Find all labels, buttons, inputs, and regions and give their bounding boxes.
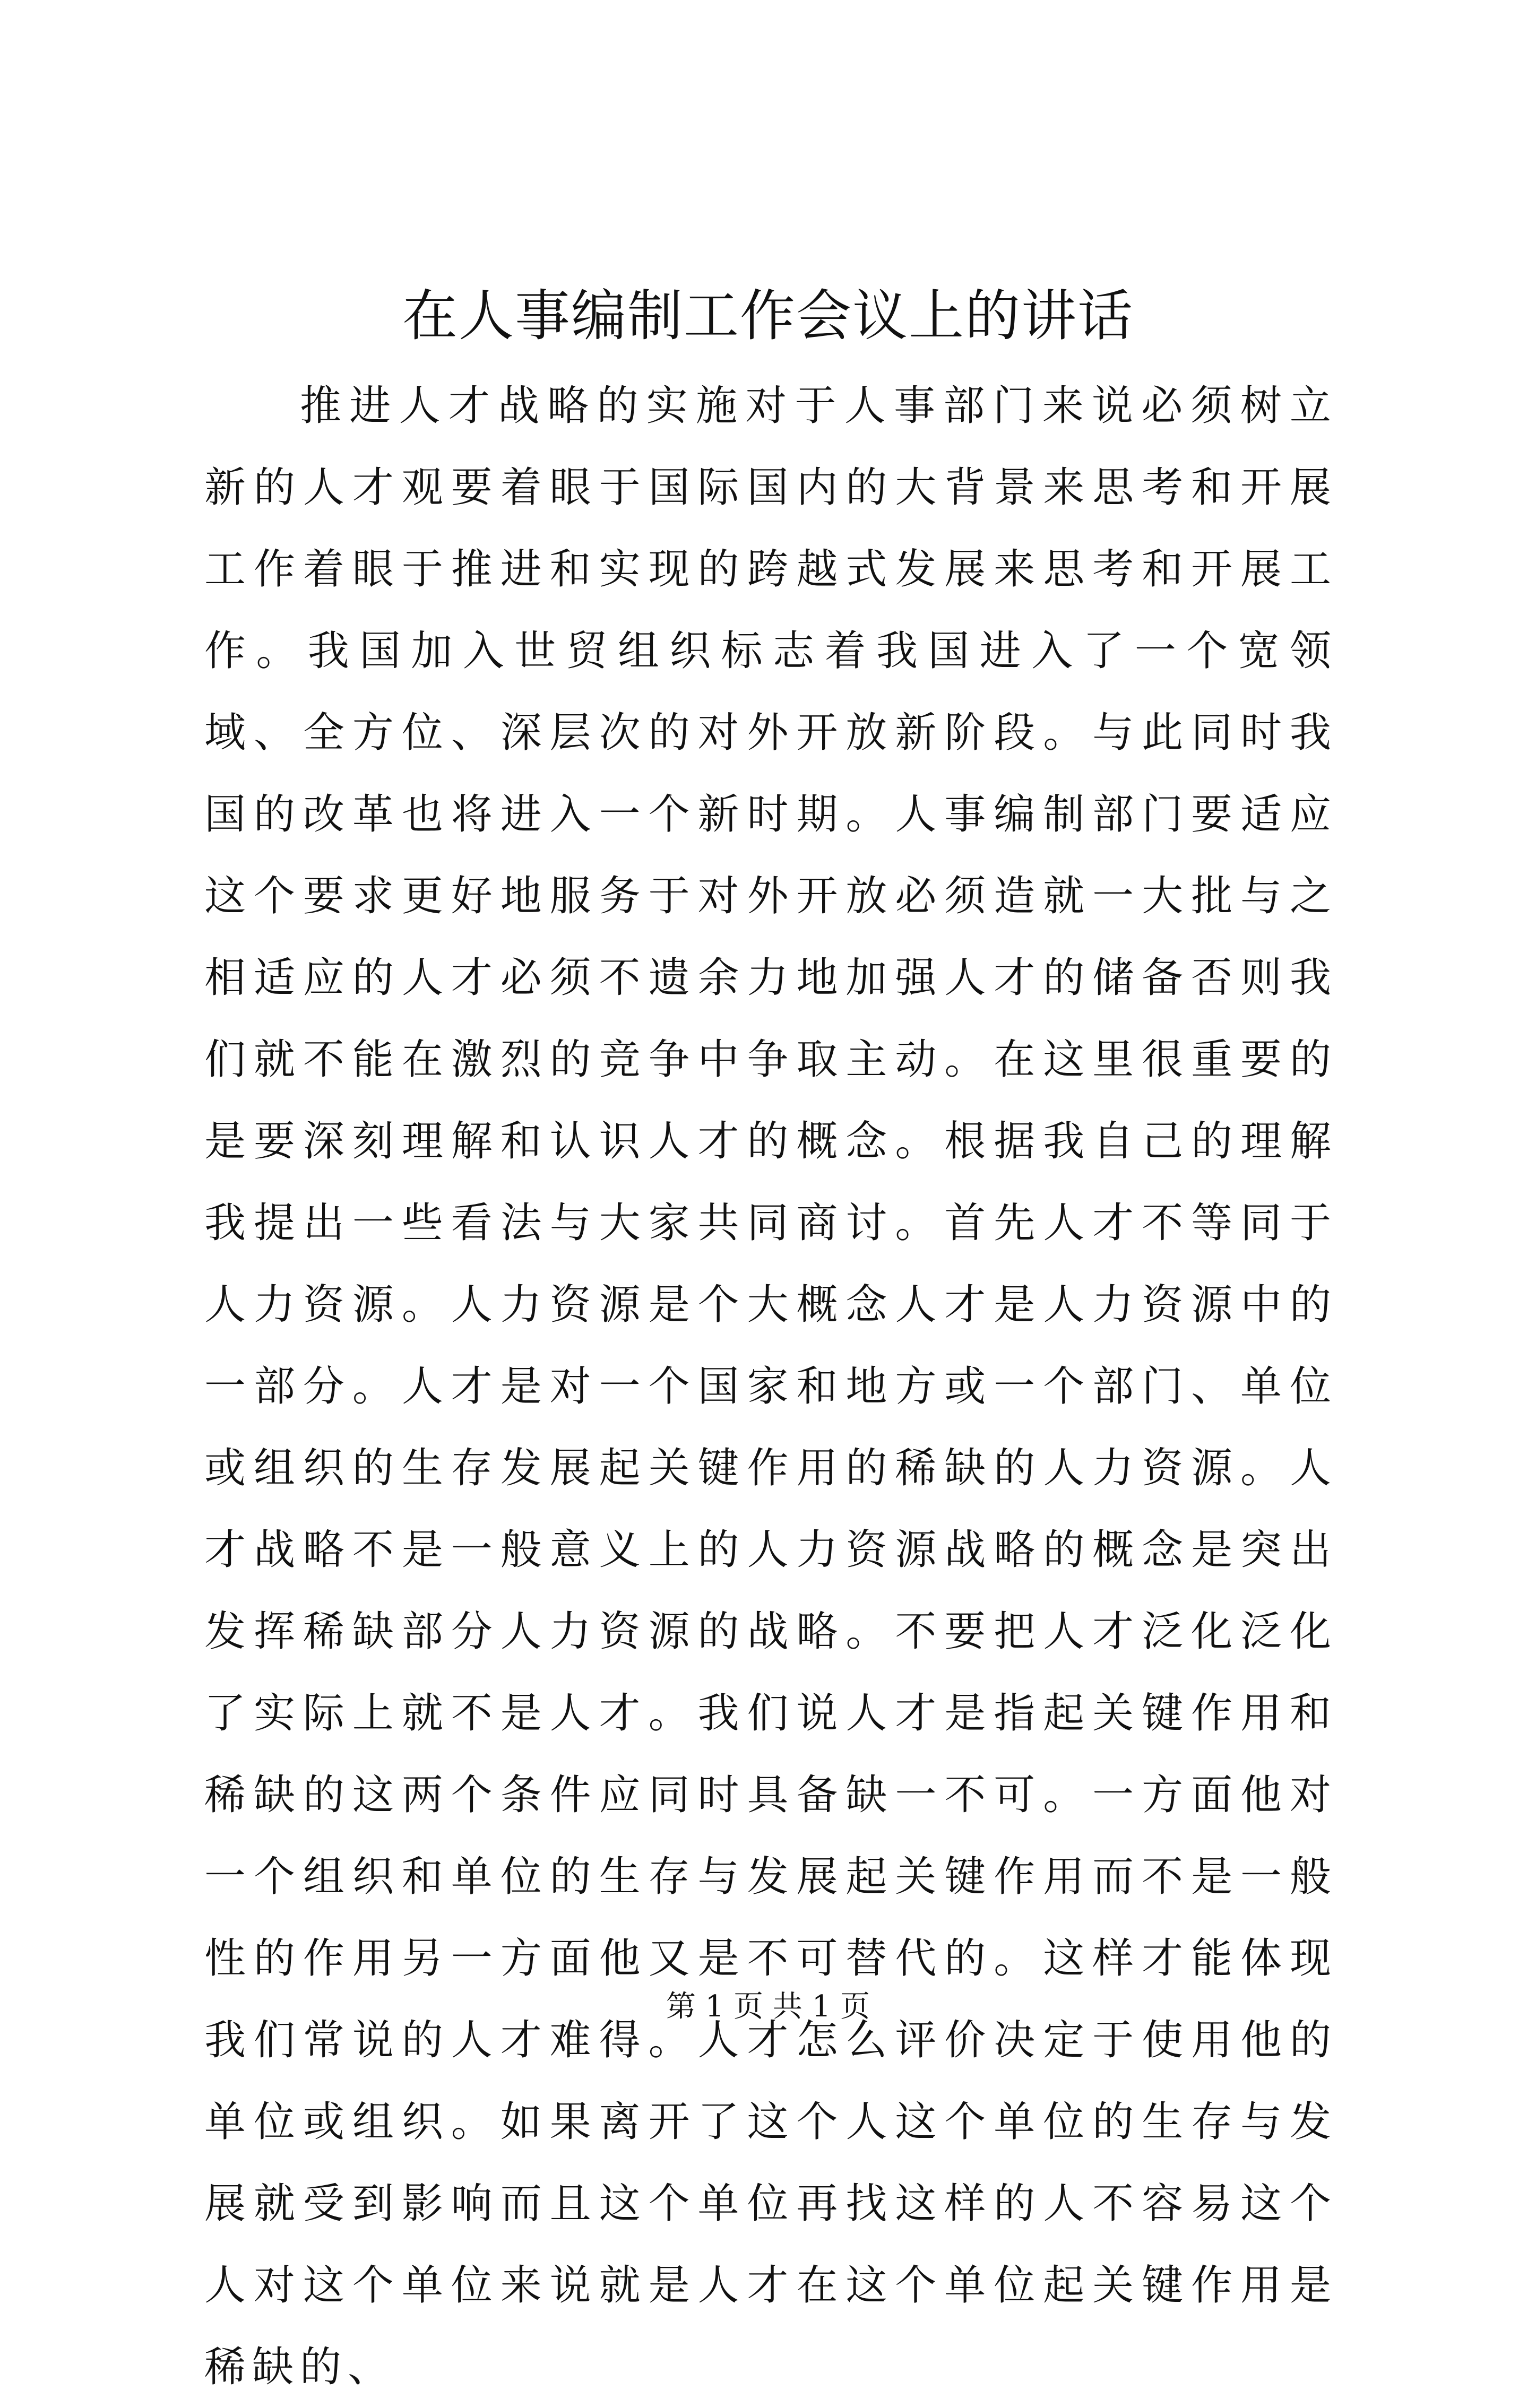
page-footer: 第 1 页 共 1 页: [666, 1989, 870, 2024]
document-title: 在人事编制工作会议上的讲话: [402, 283, 1134, 348]
body-paragraph: 推进人才战略的实施对于人事部门来说必须树立新的人才观要着眼于国际国内的大背景来思考和开展工作着眼于推进和实现的跨越式发展来思考和开展工作。我国加入世贸组织标志着我国进入了一个宽领域、全方位、深层次的对外开放新阶段。与此同时我国的改革也将进入一个新时期。人事编制部门要适应这个要求更好地服务于对外开放必须造就一大批与之相适应的人才必须不遗余力地加强人才的储备否则我们就不能在激烈的竞争中争取主动。在这里很重要的是要深刻理解和认识人才的概念。根据我自己的理解我提出一些看法与大家共同商讨。首先人才不等同于人力资源。人力资源是个大概念人才是人力资源中的一部分。人才是对一个国家和地方或一个部门、单位或组织的生存发展起关键作用的稀缺的人力资源。人才战略不是一般意义上的人力资源战略的概念是突出发挥稀缺部分人力资源的战略。不要把人才泛化泛化了实际上就不是人才。我们说人才是指起关键作用和稀缺的这两个条件应同时具备缺一不可。一方面他对一个组织和单位的生存与发展起关键作用而不是一般性的作用另一方面他又是不可替代的。这样才能体现我们常说的人才难得。人才怎么评价决定于使用他的单位或组织。如果离开了这个人这个单位的生存与发展就受到影响而且这个单位再找这样的人不容易这个人对这个单位来说就是人才在这个单位起关键作用是稀缺的、: [204, 382, 1337, 2391]
